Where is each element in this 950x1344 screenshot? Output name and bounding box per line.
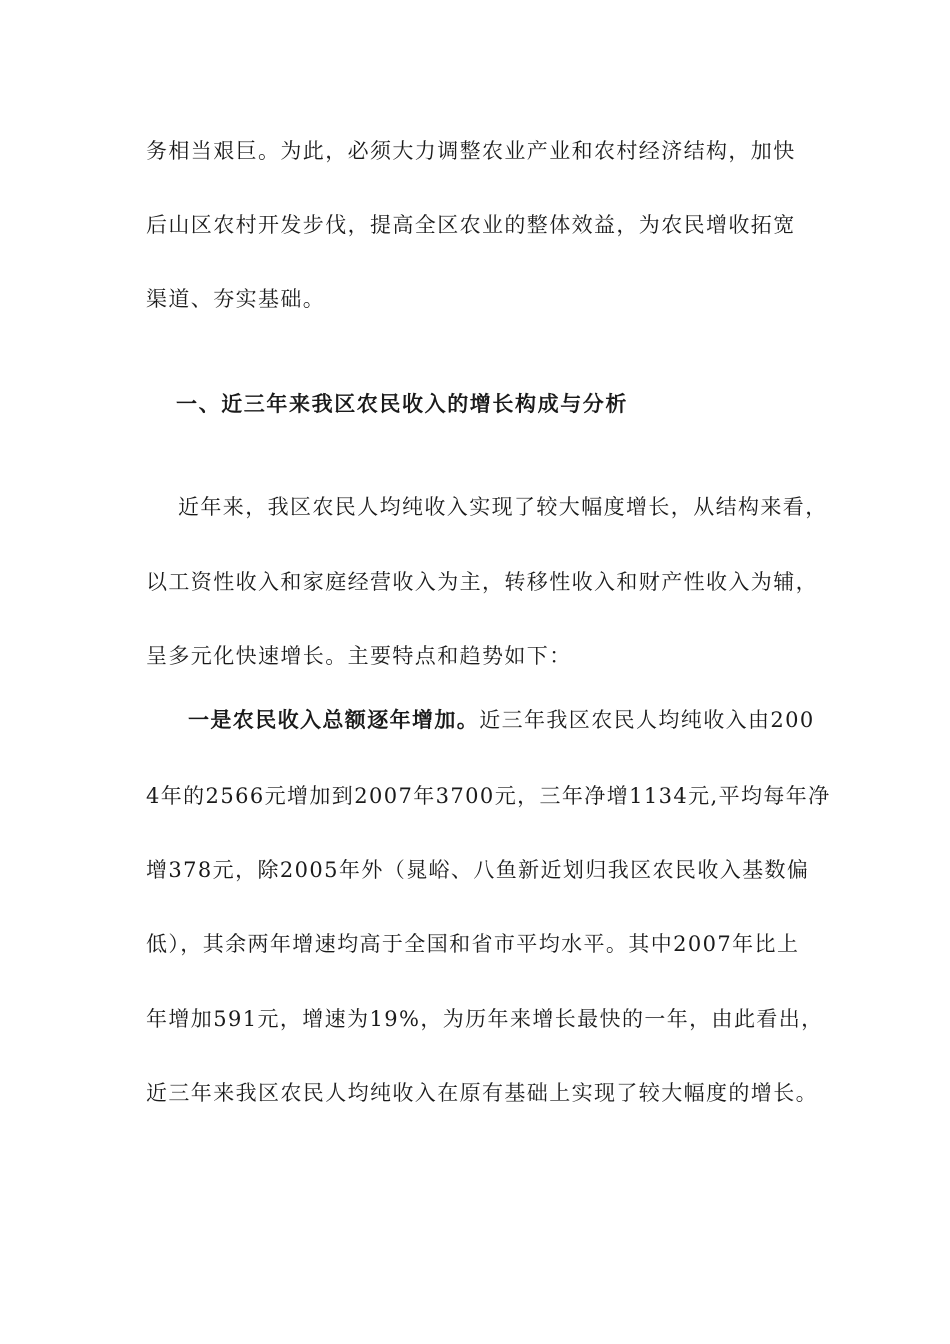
text-line: 增378元，除2005年外（晁峪、八鱼新近划归我区农民收入基数偏 bbox=[146, 858, 810, 882]
text-line: 年增加591元，增速为19%，为历年来增长最快的一年，由此看出， bbox=[146, 1007, 824, 1031]
text-line: 近三年来我区农民人均纯收入在原有基础上实现了较大幅度的增长。 bbox=[146, 1081, 818, 1105]
text-line: 务相当艰巨。为此，必须大力调整农业产业和农村经济结构，加快 bbox=[146, 139, 796, 163]
text-line: 低），其余两年增速均高于全国和省市平均水平。其中2007年比上 bbox=[146, 932, 800, 956]
text-line: 近年来，我区农民人均纯收入实现了较大幅度增长，从结构来看， bbox=[178, 495, 828, 519]
text-run: 近三年我区农民人均纯收入由200 bbox=[479, 708, 815, 732]
text-line: 4年的2566元增加到2007年3700元，三年净增1134元,平均每年净 bbox=[146, 784, 831, 808]
text-line: 呈多元化快速增长。主要特点和趋势如下： bbox=[146, 644, 572, 668]
text-line: 以工资性收入和家庭经营收入为主，转移性收入和财产性收入为辅， bbox=[146, 570, 818, 594]
text-line: 渠道、夯实基础。 bbox=[146, 287, 326, 311]
bold-lead-phrase: 一是农民收入总额逐年增加。 bbox=[188, 707, 480, 732]
text-line bbox=[188, 705, 868, 735]
text-line: 后山区农村开发步伐，提高全区农业的整体效益，为农民增收拓宽 bbox=[146, 213, 796, 237]
section-heading: 一、近三年来我区农民收入的增长构成与分析 bbox=[176, 391, 628, 416]
